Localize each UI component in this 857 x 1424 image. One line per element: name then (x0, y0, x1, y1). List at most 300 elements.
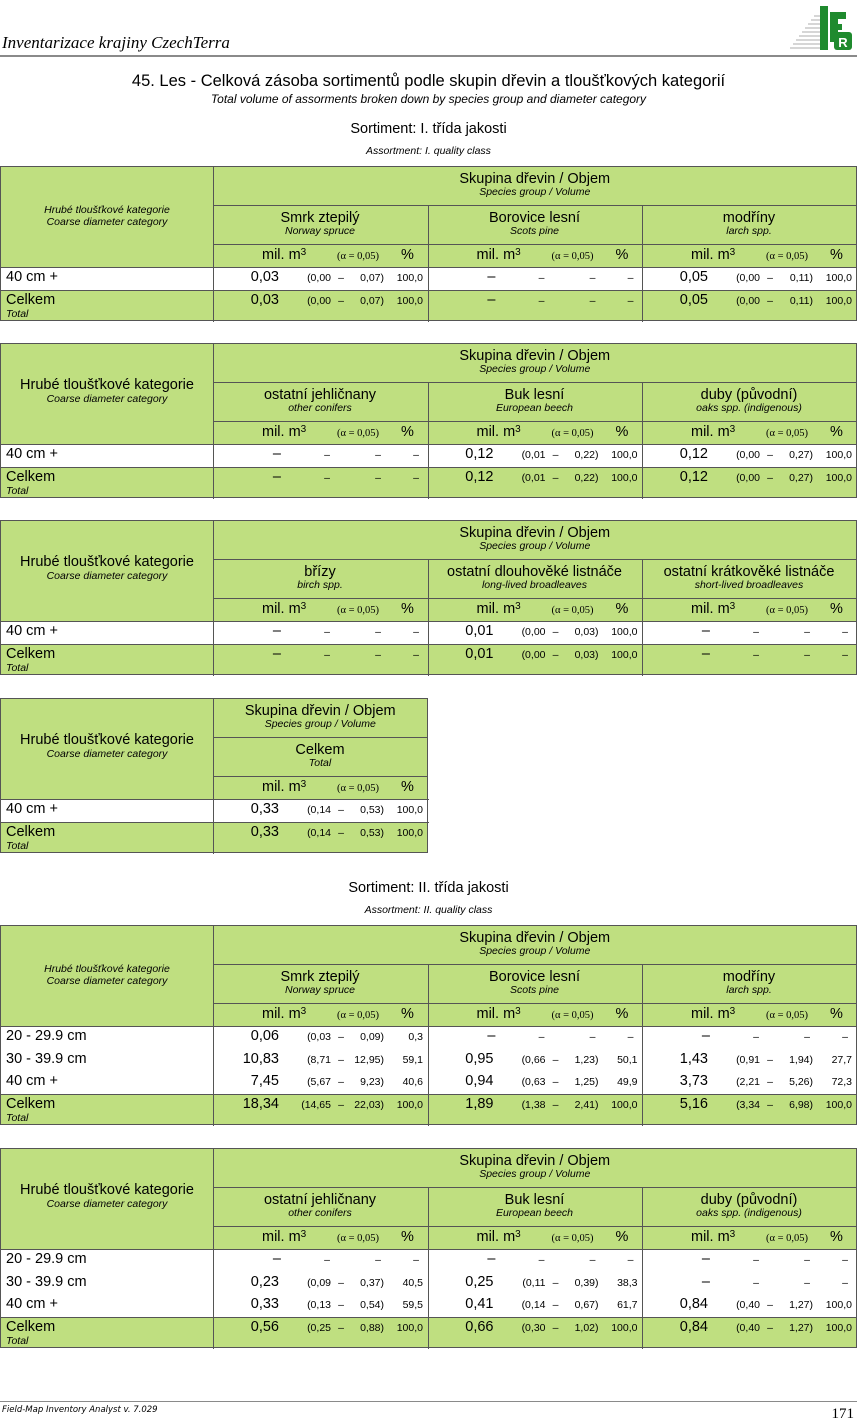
unit-superscript: 3 (515, 1229, 521, 1240)
species-name-cz: Smrk ztepilý (280, 969, 360, 985)
ci-dash: – (552, 1076, 559, 1089)
header-divider (213, 244, 857, 245)
pct-dash: – (627, 272, 634, 284)
header-divider (1, 799, 429, 800)
unit-label (477, 1229, 521, 1245)
header-divider (1, 267, 857, 268)
unit-label (477, 1006, 521, 1022)
species-group-header-en: Species group / Volume (479, 186, 591, 198)
confidence-label: (α = 0,05) (766, 251, 809, 262)
confidence-label: (α = 0,05) (551, 251, 594, 262)
confidence-label: (α = 0,05) (337, 1010, 380, 1021)
confidence-label: (α = 0,05) (337, 783, 380, 794)
pct-dash: – (842, 648, 848, 661)
species-name-en: European beech (495, 402, 574, 414)
percent-label: % (401, 424, 414, 440)
species-name-en: other conifers (288, 402, 352, 414)
ci-dash: – (753, 1254, 759, 1266)
species-header (213, 210, 427, 237)
ci-dash: – (338, 1099, 344, 1112)
value-dash: – (272, 623, 281, 639)
total-divider (1, 1094, 857, 1095)
unit-superscript: 3 (729, 424, 736, 435)
species-name-en: oaks spp. (indigenous) (696, 1207, 802, 1219)
confidence-label: (α = 0,05) (766, 605, 809, 616)
ci-lower: (0,25 (307, 1322, 331, 1335)
percent-value: 100,0 (611, 1099, 638, 1112)
species-group-header-en: Species group / Volume (479, 1168, 591, 1180)
ci-lower: (0,66 (521, 1053, 546, 1066)
percent-value: 49,9 (617, 1076, 638, 1089)
value-dash: – (272, 468, 281, 485)
confidence-label: (α = 0,05) (551, 428, 594, 439)
value-dash: – (701, 1273, 710, 1290)
ci-lower: (0,13 (307, 1299, 331, 1312)
unit-label (477, 424, 521, 440)
unit-superscript: 3 (300, 1006, 307, 1017)
species-name-en: European beech (495, 1207, 574, 1219)
volume-value: 1,43 (679, 1050, 708, 1067)
row-label: 30 - 39.9 cm (6, 1050, 87, 1067)
species-name-cz: duby (původní) (700, 387, 798, 403)
ci-lower: (8,71 (307, 1053, 331, 1066)
total-label-cz: Celkem (6, 1096, 56, 1113)
row-label: 20 - 29.9 cm (6, 1028, 87, 1044)
ci-dash: – (767, 1076, 773, 1089)
volume-value: 0,25 (465, 1273, 494, 1290)
species-group-header-cz: Skupina dřevin / Objem (459, 930, 611, 946)
species-name-cz: ostatní dlouhověké listnáče (447, 564, 622, 580)
ci-dash: – (804, 648, 810, 661)
unit-superscript: 3 (300, 247, 307, 258)
volume-value: 0,66 (465, 1319, 494, 1336)
data-table (0, 343, 857, 498)
species-name-en: other conifers (288, 1207, 352, 1219)
unit-superscript: 3 (729, 601, 736, 612)
ci-dash: – (538, 294, 545, 307)
diameter-header-cz: Hrubé tloušťkové kategorie (20, 732, 194, 748)
ci-dash: – (753, 1276, 759, 1289)
ci-lower: (14,65 (301, 1099, 331, 1112)
ci-dash: – (324, 449, 330, 461)
unit-mil: mil. m (691, 424, 730, 440)
species-group-header (213, 348, 857, 375)
ci-dash: – (375, 471, 381, 484)
confidence-label: (α = 0,05) (551, 1233, 594, 1244)
diameter-header-en: Coarse diameter category (46, 216, 168, 228)
volume-value: 0,56 (250, 1319, 279, 1336)
unit-label (477, 247, 521, 263)
unit-mil: mil. m (691, 1229, 730, 1245)
species-name-cz: Smrk ztepilý (280, 210, 360, 226)
ci-lower: (0,00 (521, 648, 546, 661)
row-label: 40 cm + (6, 269, 58, 285)
ci-dash: – (589, 1254, 596, 1266)
percent-label: % (830, 1229, 843, 1245)
unit-label (691, 601, 735, 617)
pct-dash: – (842, 1276, 848, 1289)
unit-superscript: 3 (515, 601, 521, 612)
ci-dash: – (338, 1076, 344, 1089)
species-header (642, 969, 856, 996)
ci-dash: – (338, 826, 344, 839)
confidence-label: (α = 0,05) (337, 1233, 380, 1244)
ci-dash: – (375, 626, 381, 638)
unit-label (691, 247, 735, 263)
species-group-header-cz: Skupina dřevin / Objem (459, 348, 611, 364)
percent-value: 27,7 (831, 1053, 852, 1066)
ci-upper: 0,88) (360, 1322, 384, 1335)
volume-value: 10,83 (242, 1050, 279, 1067)
percent-value: 100,0 (396, 804, 423, 816)
pct-dash: – (413, 648, 419, 661)
ci-dash: – (753, 626, 759, 638)
value-dash: – (701, 645, 710, 662)
species-name-cz: Borovice lesní (488, 210, 581, 226)
volume-value: 0,12 (679, 468, 708, 485)
percent-label: % (830, 424, 843, 440)
data-table (0, 925, 857, 1125)
unit-mil: mil. m (262, 1006, 301, 1022)
ci-lower: (0,14 (307, 804, 331, 816)
volume-value: 0,94 (465, 1073, 494, 1090)
species-name-cz: duby (původní) (700, 1192, 798, 1208)
header-divider (213, 1226, 857, 1227)
percent-value: 100,0 (396, 272, 423, 284)
confidence-label: (α = 0,05) (766, 428, 809, 439)
pct-dash: – (627, 294, 634, 307)
ci-dash: – (324, 471, 330, 484)
ci-dash: – (338, 1053, 344, 1066)
total-divider (1, 822, 429, 823)
species-header (642, 564, 856, 591)
pct-dash: – (413, 626, 419, 638)
ci-dash: – (338, 1276, 344, 1289)
percent-value: 100,0 (825, 449, 852, 461)
ci-lower: (0,14 (307, 826, 331, 839)
row-label: 40 cm + (6, 801, 58, 817)
species-name-cz: Borovice lesní (488, 969, 581, 985)
svg-text:R: R (838, 35, 848, 50)
row-label: 40 cm + (6, 1296, 58, 1313)
unit-mil: mil. m (691, 601, 730, 617)
ci-lower: (0,00 (307, 272, 331, 284)
species-header (642, 1192, 856, 1219)
percent-value: 100,0 (825, 1299, 852, 1312)
total-label-en: Total (6, 307, 29, 320)
ci-dash: – (804, 1031, 810, 1043)
ci-upper: 9,23) (360, 1076, 384, 1089)
ci-lower: (0,14 (521, 1299, 546, 1312)
species-group-header-cz: Skupina dřevin / Objem (459, 171, 611, 187)
ci-upper: 0,22) (574, 471, 599, 484)
confidence-label: (α = 0,05) (551, 1010, 594, 1021)
volume-value: 3,73 (679, 1073, 708, 1090)
ci-lower: (0,00 (521, 626, 546, 638)
ci-dash: – (324, 1254, 330, 1266)
volume-value: 0,41 (465, 1296, 494, 1313)
total-divider (1, 644, 857, 645)
total-label-en: Total (6, 661, 29, 674)
value-dash: – (701, 623, 710, 639)
diameter-header-en: Coarse diameter category (46, 393, 168, 405)
header-divider (213, 964, 857, 965)
ci-dash: – (767, 449, 773, 461)
unit-mil: mil. m (262, 779, 301, 795)
ci-upper: 0,07) (360, 272, 384, 284)
species-name-en: birch spp. (297, 579, 343, 591)
ci-lower: (0,00 (736, 294, 760, 307)
percent-label: % (615, 424, 629, 440)
ci-upper: 1,25) (574, 1076, 599, 1089)
total-label-cz: Celkem (6, 645, 56, 662)
species-name-cz: modříny (722, 210, 776, 226)
ci-dash: – (804, 1254, 810, 1266)
ci-dash: – (552, 449, 559, 461)
ci-dash: – (375, 1254, 381, 1266)
data-rows-area (1, 621, 856, 644)
header-divider (213, 776, 428, 777)
pct-dash: – (627, 1254, 634, 1266)
ci-dash: – (552, 648, 559, 661)
percent-label: % (401, 779, 414, 795)
ci-upper: 6,98) (789, 1099, 813, 1112)
diameter-header-cz: Hrubé tloušťkové kategorie (20, 554, 194, 570)
percent-value: 100,0 (611, 1322, 638, 1335)
page-title: 45. Les - Celková zásoba sortimentů podle skupin dřevin a tloušťkových kategorií (131, 72, 726, 90)
percent-label: % (615, 1006, 629, 1022)
diameter-category-header (1, 732, 213, 760)
total-divider (1, 1317, 857, 1318)
page-subtitle: Total volume of assorments broken down by species group and diameter category (210, 92, 647, 106)
species-name-cz: Celkem (295, 742, 345, 758)
unit-mil: mil. m (262, 1229, 301, 1245)
data-table (0, 520, 857, 675)
percent-value: 0,3 (408, 1031, 423, 1043)
ci-lower: (0,91 (736, 1053, 760, 1066)
species-name-en: Total (308, 757, 332, 769)
species-group-header-cz: Skupina dřevin / Objem (459, 1153, 611, 1169)
species-name-cz: modříny (722, 969, 776, 985)
value-dash: – (272, 645, 281, 662)
diameter-header-en: Coarse diameter category (46, 975, 168, 987)
volume-value: 0,12 (465, 468, 494, 485)
ci-dash: – (338, 272, 344, 284)
species-header (642, 387, 856, 414)
header-divider (213, 205, 857, 206)
ci-dash: – (375, 449, 381, 461)
volume-value: 0,03 (250, 291, 279, 308)
percent-label: % (401, 247, 414, 263)
species-group-header-en: Species group / Volume (479, 540, 591, 552)
species-name-en: Scots pine (509, 225, 560, 237)
ci-dash: – (538, 272, 545, 284)
species-name-en: Scots pine (509, 984, 560, 996)
species-header (213, 742, 427, 769)
volume-value: 0,05 (679, 269, 708, 285)
species-header (428, 564, 642, 591)
species-name-cz: Buk lesní (504, 387, 565, 403)
confidence-label: (α = 0,05) (337, 251, 380, 262)
volume-value: 0,33 (250, 801, 279, 817)
volume-value: 0,06 (250, 1028, 279, 1044)
species-name-cz: Buk lesní (504, 1192, 565, 1208)
header-divider (213, 737, 428, 738)
footer-software: Field-Map Inventory Analyst v. 7.029 (2, 1405, 158, 1415)
unit-superscript: 3 (729, 247, 736, 258)
unit-mil: mil. m (262, 247, 301, 263)
total-label-en: Total (6, 484, 29, 497)
percent-value: 100,0 (825, 1322, 852, 1335)
data-table (0, 698, 428, 853)
ci-dash: – (552, 1053, 559, 1066)
percent-label: % (830, 601, 843, 617)
confidence-label: (α = 0,05) (337, 428, 380, 439)
ci-dash: – (375, 648, 381, 661)
diameter-header-en: Coarse diameter category (46, 570, 168, 582)
percent-value: 100,0 (825, 272, 852, 284)
diameter-header-cz: Hrubé tloušťkové kategorie (20, 377, 194, 393)
species-group-header (213, 703, 428, 730)
volume-value: 18,34 (242, 1096, 279, 1113)
ci-dash: – (767, 294, 773, 307)
section-subtitle: Assortment: I. quality class (366, 145, 491, 157)
percent-value: 38,3 (617, 1276, 638, 1289)
diameter-header-cz: Hrubé tloušťkové kategorie (44, 963, 170, 975)
species-name-en: Norway spruce (284, 984, 356, 996)
ci-upper: 1,94) (789, 1053, 813, 1066)
ci-dash: – (767, 1099, 773, 1112)
species-header (642, 210, 856, 237)
value-dash: – (701, 1251, 710, 1267)
percent-value: 72,3 (831, 1076, 852, 1089)
unit-mil: mil. m (691, 1006, 730, 1022)
percent-value: 40,6 (402, 1076, 423, 1089)
ci-upper: 0,67) (574, 1299, 599, 1312)
ci-dash: – (552, 471, 559, 484)
percent-value: 100,0 (611, 648, 638, 661)
header-divider (213, 559, 857, 560)
row-label: 40 cm + (6, 1073, 58, 1090)
ci-upper: 0,03) (574, 626, 599, 638)
unit-label (262, 1229, 306, 1245)
total-label-en: Total (6, 1112, 29, 1125)
value-dash: – (487, 1251, 496, 1267)
total-label-cz: Celkem (6, 823, 56, 840)
species-name-cz: břízy (304, 564, 336, 580)
header-divider (1, 1026, 857, 1027)
volume-value: 0,84 (679, 1296, 708, 1313)
ci-dash: – (338, 1031, 344, 1043)
species-header (213, 969, 427, 996)
ci-lower: (0,00 (736, 471, 760, 484)
confidence-label: (α = 0,05) (337, 605, 380, 616)
percent-value: 59,1 (402, 1053, 423, 1066)
ci-dash: – (767, 471, 773, 484)
ci-upper: 0,09) (360, 1031, 384, 1043)
ci-upper: 12,95) (354, 1053, 384, 1066)
ci-dash: – (552, 1299, 559, 1312)
ci-upper: 22,03) (354, 1099, 384, 1112)
volume-value: 0,33 (250, 823, 279, 840)
data-table (0, 1148, 857, 1348)
unit-superscript: 3 (729, 1006, 736, 1017)
volume-value: 0,01 (465, 645, 494, 662)
value-dash: – (487, 1028, 496, 1044)
percent-value: 59,5 (402, 1299, 423, 1312)
pct-dash: – (627, 1031, 634, 1043)
diameter-header-en: Coarse diameter category (46, 748, 168, 760)
species-name-cz: ostatní jehličnany (263, 387, 377, 403)
volume-value: 1,89 (465, 1096, 494, 1113)
header-divider (213, 382, 857, 383)
volume-value: 0,95 (465, 1050, 494, 1067)
header-rule (0, 55, 857, 57)
volume-value: 7,45 (250, 1073, 279, 1090)
percent-value: 100,0 (396, 1099, 423, 1112)
ci-upper: 0,27) (789, 449, 813, 461)
ci-dash: – (753, 648, 759, 661)
species-name-en: larch spp. (726, 984, 772, 996)
ci-dash: – (589, 272, 596, 284)
unit-mil: mil. m (476, 1006, 516, 1022)
pct-dash: – (842, 1031, 848, 1043)
ci-lower: (0,00 (736, 272, 760, 284)
header-divider (1, 1249, 857, 1250)
species-group-header (213, 930, 857, 957)
percent-value: 100,0 (825, 294, 852, 307)
header-divider (1, 621, 857, 622)
row-label: 20 - 29.9 cm (6, 1251, 87, 1267)
species-header (428, 1192, 642, 1219)
ci-dash: – (338, 294, 344, 307)
volume-value: 0,12 (465, 446, 494, 462)
diameter-category-header (1, 377, 213, 405)
ci-lower: (2,21 (736, 1076, 760, 1089)
species-header (428, 969, 642, 996)
volume-value: 0,84 (679, 1319, 708, 1336)
species-group-header (213, 1153, 857, 1180)
total-label-cz: Celkem (6, 1319, 56, 1336)
section-subtitle: Assortment: II. quality class (364, 904, 493, 916)
unit-mil: mil. m (262, 601, 301, 617)
header-divider (213, 421, 857, 422)
pct-dash: – (842, 626, 848, 638)
unit-label (262, 247, 306, 263)
unit-superscript: 3 (300, 1229, 307, 1240)
unit-label (262, 601, 306, 617)
row-label: 40 cm + (6, 446, 58, 462)
pct-dash: – (413, 471, 419, 484)
ci-lower: (0,40 (736, 1322, 760, 1335)
page-number: 171 (831, 1406, 854, 1422)
percent-label: % (401, 1006, 414, 1022)
total-divider (1, 467, 857, 468)
unit-mil: mil. m (476, 424, 516, 440)
footer-rule (0, 1401, 857, 1402)
percent-label: % (401, 601, 414, 617)
ci-dash: – (767, 1053, 773, 1066)
unit-label (262, 424, 306, 440)
header-divider (213, 598, 857, 599)
ci-dash: – (324, 626, 330, 638)
ci-upper: 0,37) (360, 1276, 384, 1289)
ci-upper: 1,27) (789, 1322, 813, 1335)
ci-dash: – (804, 626, 810, 638)
diameter-category-header (1, 1182, 213, 1210)
ci-dash: – (538, 1031, 545, 1043)
volume-value: 0,23 (250, 1273, 279, 1290)
